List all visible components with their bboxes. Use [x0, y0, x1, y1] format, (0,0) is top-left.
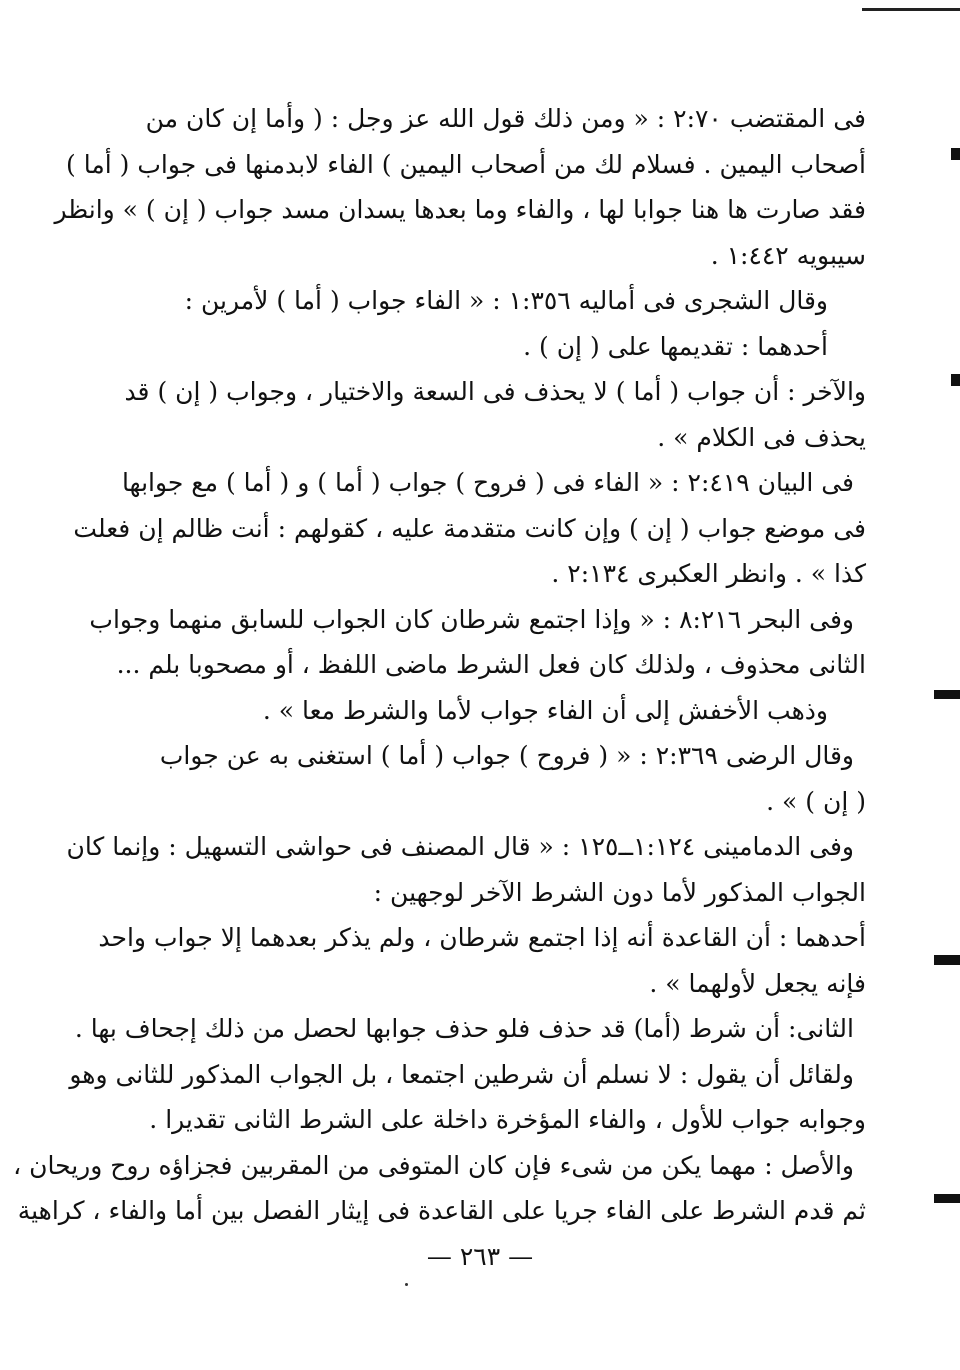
binding-mark [934, 1194, 960, 1203]
top-edge-rule [862, 8, 960, 11]
body-text [13, 96, 866, 1234]
text-line: يحذف فى الكلام » . [657, 422, 866, 452]
text-line: ( إن ) » . [766, 786, 866, 816]
text-line: سيبويه ١:٤٤٢ . [710, 240, 866, 270]
text-line: والآخر : أن جواب ( أما ) لا يحذف فى السعة والاختيار ، وجواب ( إن ) قد [124, 377, 866, 406]
text-line: ولقائل أن يقول : لا نسلم أن شرطين اجتمعا ، بل الجواب المذكور للثانى وهو [69, 1059, 854, 1089]
text-line: أحدهما : تقديمها على ( إن ) . [523, 331, 828, 361]
text-line: وجوابه جواب للأول ، والفاء المؤخرة داخلة على الشرط الثانى تقديرا . [149, 1105, 866, 1134]
text-line: فى البيان ٢:٤١٩ : « الفاء فى ( فروح ) جواب ( أما ) و ( أما ) مع جوابها [121, 468, 854, 497]
text-line: وقال الشجرى فى أماليه ١:٣٥٦ : « الفاء جواب ( أما ) لأمرين : [184, 286, 828, 315]
text-line: فقد صارت ها هنا جوابا لها ، والفاء وما بعدها يسدان مسد جواب ( إن ) » وانظر [54, 195, 866, 224]
text-line: فى المقتضب ٢:٧٠ : « ومن ذلك قول الله عز وجل : ( وأما إن كان من [145, 104, 866, 133]
text-line: الثانى: أن شرط (أما) قد حذف فلو حذف جوابها لحصل من ذلك إجحاف بها . [74, 1014, 854, 1043]
binding-mark [934, 690, 960, 699]
text-line: وفى البحر ٨:٢١٦ : « وإذا اجتمع شرطان كان الجواب للسابق منهما وجواب [89, 604, 854, 634]
text-line: فإنه يجعل لأولهما » . [649, 968, 866, 998]
text-line: أصحاب اليمين . فسلام لك من أصحاب اليمين ) الفاء لابدمنها فى جواب ( أما ) [66, 149, 866, 179]
page-number: — ٢٦٣ — [426, 1242, 534, 1271]
binding-mark [951, 148, 960, 160]
text-line: وذهب الأخفش إلى أن الفاء جواب لأما والشرط معا » . [262, 695, 828, 725]
speck [405, 1283, 408, 1286]
binding-mark [934, 955, 960, 965]
text-line: كذا » . وانظر العكبرى ٢:١٣٤ . [551, 559, 866, 588]
text-line: الثانى محذوف ، ولذلك كان فعل الشرط ماضى اللفظ ، أو مصحوبا بلم ... [116, 650, 866, 679]
text-line: والأصل : مهما يكن من شىء فإن كان المتوفى من المقربين فجزاؤه روح وريحان ، [13, 1150, 854, 1180]
text-line: وفى الدمامينى ١:١٢٤ــ١٢٥ : « قال المصنف فى حواشى التسهيل : وإنما كان [66, 832, 854, 861]
text-line: فى موضع جواب ( إن ) وإن كانت متقدمة عليه ، كقولهم : أنت ظالم إن فعلت [73, 513, 866, 543]
text-line: ثم قدم الشرط على الفاء جريا على القاعدة فى إيثار الفصل بين أما والفاء ، كراهية [17, 1196, 866, 1225]
text-line: وقال الرضى ٢:٣٦٩ : « ( فروح ) جواب ( أما ) استغنى به عن جواب [159, 741, 854, 770]
text-line: الجواب المذكور لأما دون الشرط الآخر لوجهين : [373, 877, 866, 907]
text-line: أحدهما : أن القاعدة أنه إذا اجتمع شرطان ، ولم يذكر بعدهما إلا جواب واحد [98, 923, 866, 952]
binding-mark [951, 374, 960, 386]
